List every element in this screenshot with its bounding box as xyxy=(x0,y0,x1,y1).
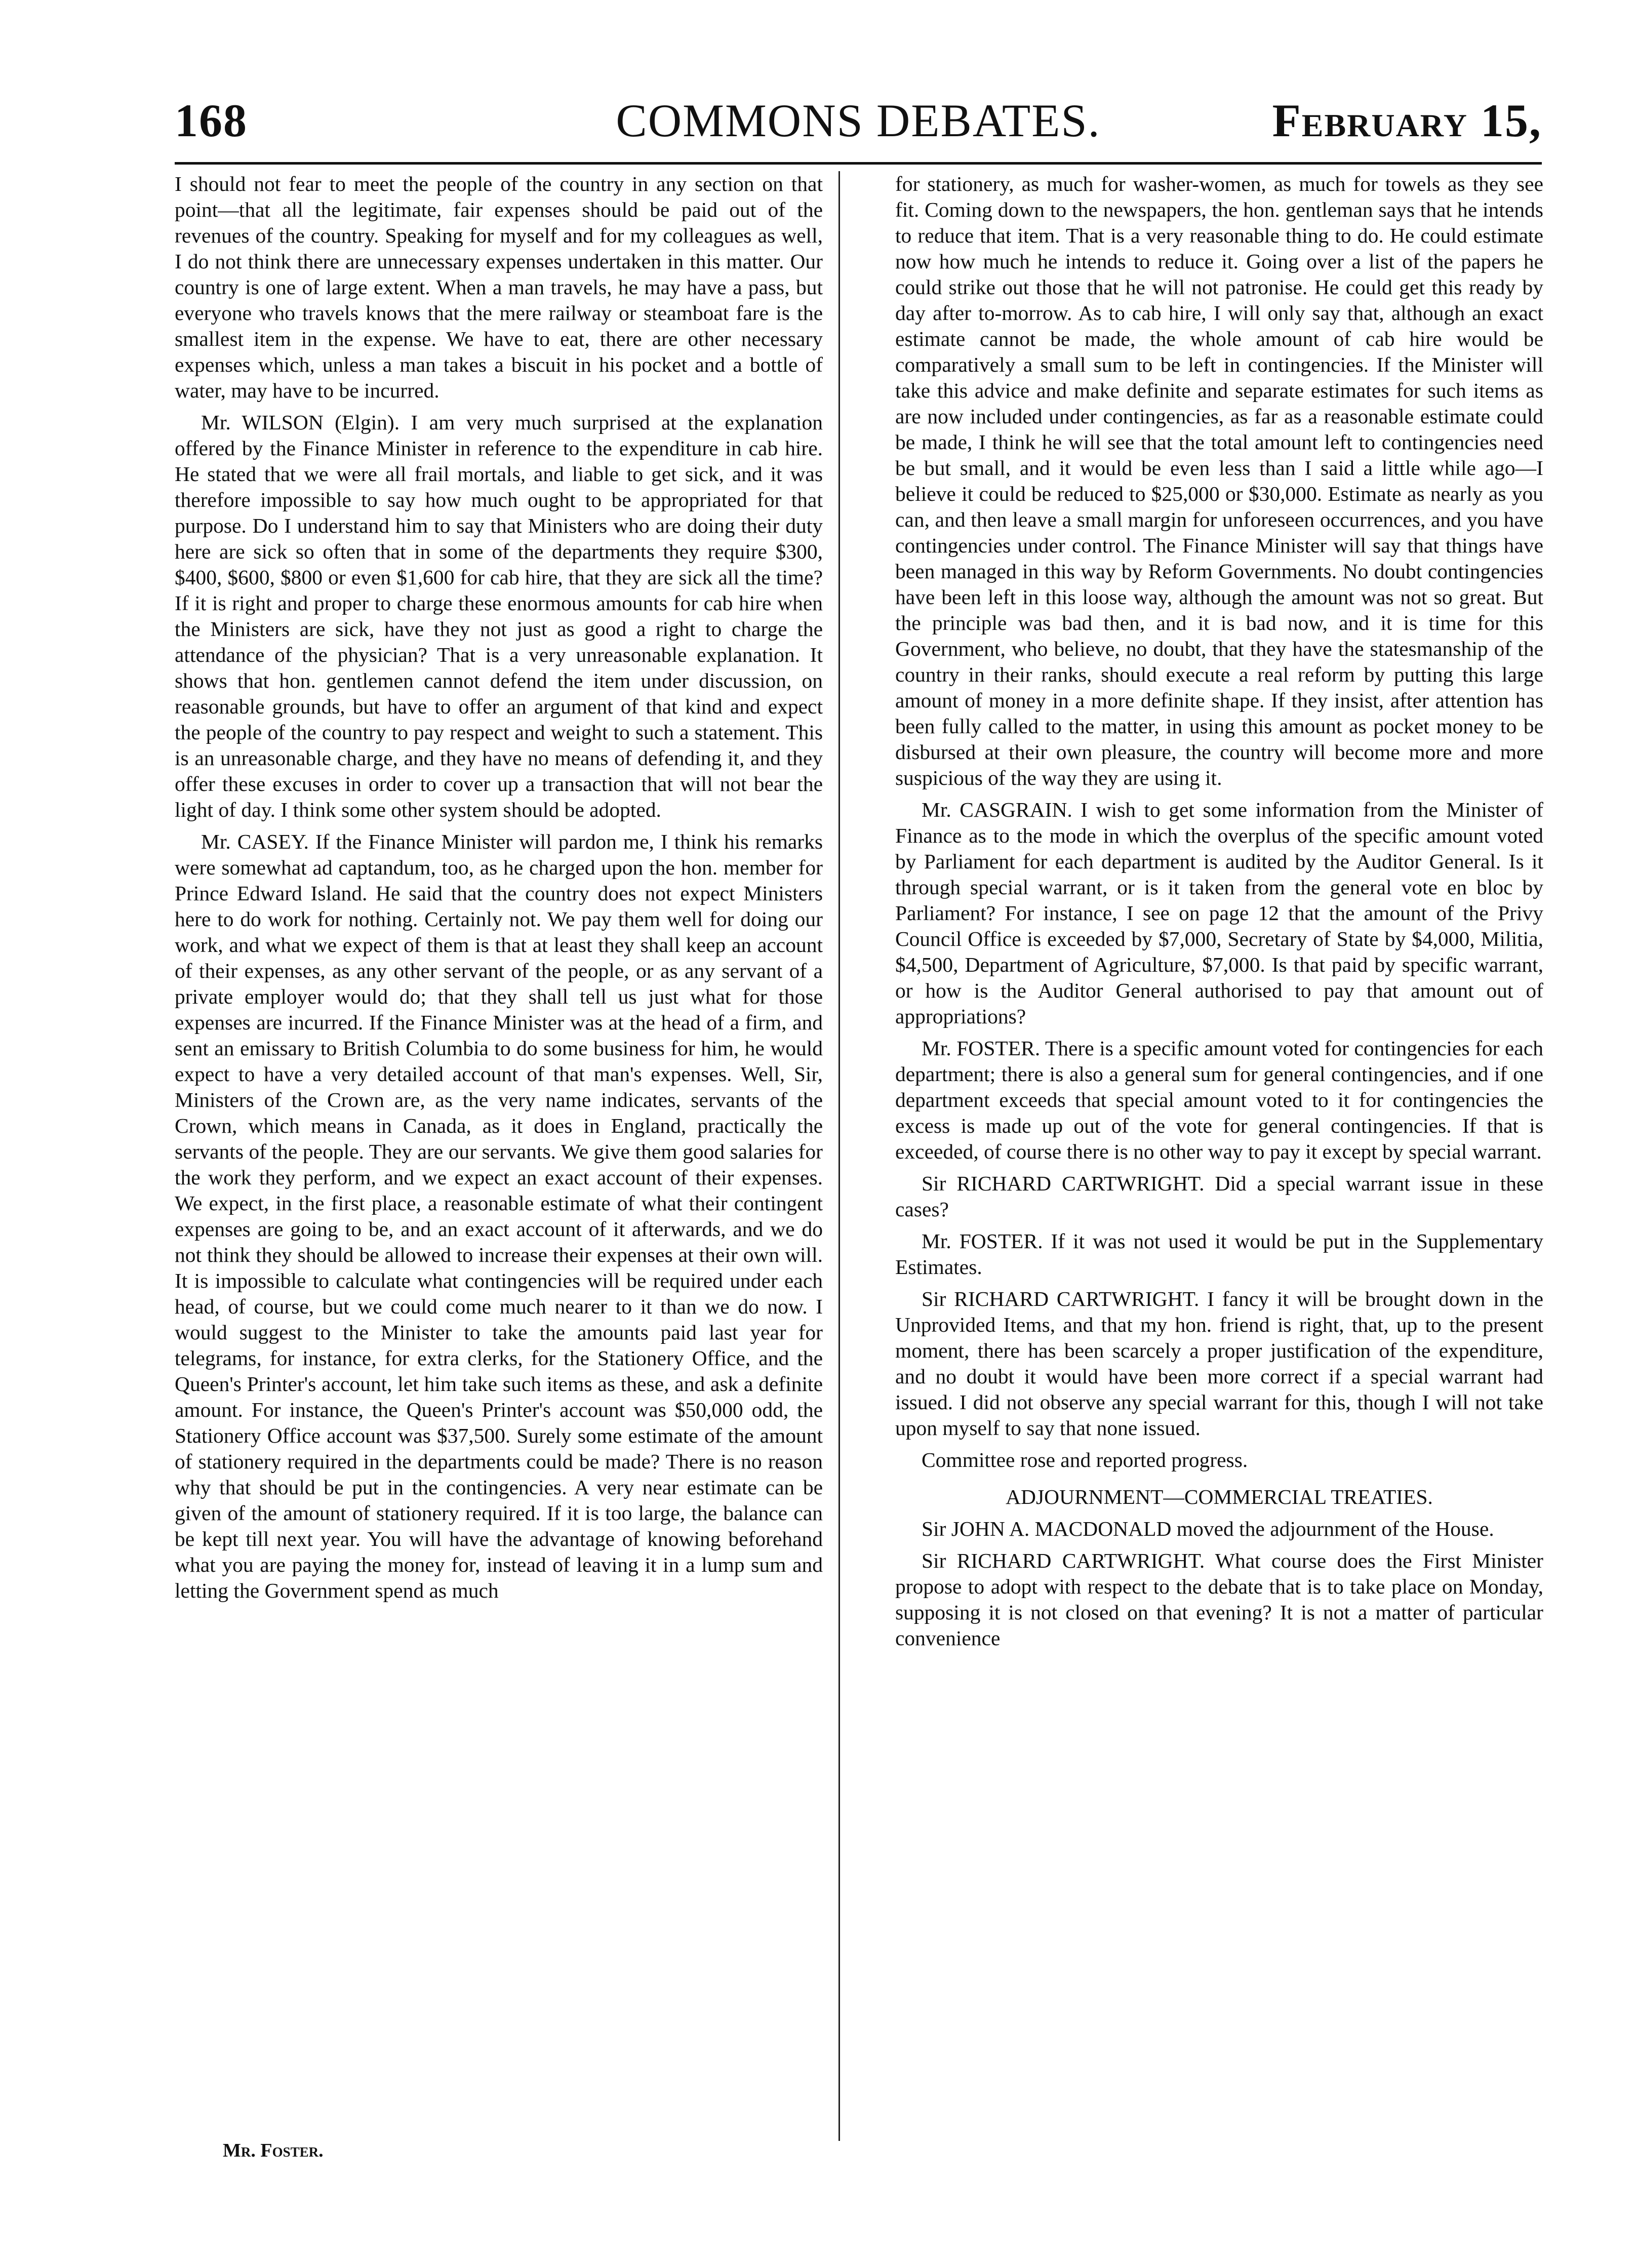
journal-title: COMMONS DEBATES. xyxy=(616,95,1101,146)
header-date: February 15, xyxy=(1272,95,1542,146)
left-column xyxy=(175,171,823,1610)
section-heading: ADJOURNMENT—COMMERCIAL TREATIES. xyxy=(1006,1485,1433,1508)
paragraph-macdonald: Sir JOHN A. MACDONALD moved the adjournment of the House. xyxy=(922,1517,1494,1540)
right-column xyxy=(895,171,1543,1657)
paragraph-foster: Mr. FOSTER. There is a specific amount voted for contingencies for each department; there is also a general sum for general contingencies, and if one department exceeds that special amount voted to it for contingencies the excess is made up out of the vote for general contingencies. If that is exceeded, of course there is no other way to pay it except by special warrant. xyxy=(895,1037,1543,1163)
paragraph-continued: I should not fear to meet the people of the country in any section on that point—that all the legitimate, fair expenses should be paid out of the revenues of the country. Speaking for myself and for my colleagues as well, I do not think there are unnecessary expenses undertaken in this matter. Our country is one of large extent. When a man travels, he may have a pass, but everyone who travels knows that the mere railway or steamboat fare is the smallest item in the expense. We have to eat, there are other necessary expenses which, unless a man takes a biscuit in his pocket and a bottle of water, may have to be incurred. xyxy=(175,172,823,402)
footer-catchword: Mr. Foster. xyxy=(223,2140,324,2161)
header-rule xyxy=(175,162,1542,165)
paragraph-casey-continued: for stationery, as much for washer-women, as much for towels as they see fit. Coming down to the newspapers, the hon. gentleman says that he intends to reduce that item. That is a very reasonable thing to do. He could estimate now how much he intends to reduce it. Going over a list of the papers he could strike out those that he will not patronise. He could get this ready by day after to-morrow. As to cab hire, I will only say that, although an exact estimate cannot be made, the whole amount of cab hire would be comparatively a small sum to be left in contingencies. If the Minister will take this advice and make definite and separate estimates for such items as are now included under contingencies, as far as a reasonable estimate could be made, I think he will see that the total amount left to contingencies need be but small, and it would be even less than I said a little while ago—I believe it could be reduced to $25,000 or $30,000. Estimate as nearly as you can, and then leave a small margin for unforeseen occurrences, and you have contingencies under control. The Finance Minister will say that things have been managed in this way by Reform Governments. No doubt contingencies have been left in this loose way, although the amount was not so great. But the principle was bad then, and it is bad now, and it is time for this Government, who believe, no doubt, that they have the statesmanship of the country in their ranks, should execute a real reform by putting this large amount of money in a more definite shape. If they insist, after attention has been fully called to the matter, in using this amount as pocket money to be disbursed at their own pleasure, the country will become more and more suspicious of the way they are using it. xyxy=(895,172,1543,789)
column-divider xyxy=(838,171,840,2141)
paragraph-casey: Mr. CASEY. If the Finance Minister will pardon me, I think his remarks were somewhat ad captandum, too, as he charged upon the hon. member for Prince Edward Island. He said that the country does not expect Ministers here to do work for nothing. Certainly not. We pay them well for doing our work, and what we expect of them is that at least they shall keep an account of their expenses, as any other servant of the people, or as any servant of a private employer would do; that they shall tell us just what for those expenses are incurred. If the Finance Minister was at the head of a firm, and sent an emissary to British Columbia to do some business for him, he would expect to have a very detailed account of that man's expenses. Well, Sir, Ministers of the Crown are, as the very name indicates, servants of the Crown, which means in Canada, as it does in England, practically the servants of the people. They are our servants. We give them good salaries for the work they perform, and we expect an exact account of their expenses. We expect, in the first place, a reasonable estimate of what their contingent expenses are going to be, and an exact account of it afterwards, and we do not think they should be allowed to increase their expenses at their own will. It is impossible to calculate what contingencies will be required under each head, of course, but we could come much nearer to it than we do now. I would suggest to the Minister to take the amounts paid last year for telegrams, for instance, for extra clerks, for the Stationery Office, and the Queen's Printer's account, let him take such items as these, and ask a definite amount. For instance, the Queen's Printer's account was $50,000 odd, the Stationery Office account was $37,500. Surely some estimate of the amount of stationery required in the departments could be made? There is no reason why that should be put in the contingencies. A very near estimate can be given of the amount of stationery required. If it is too large, the balance can be kept till next year. You will have the advantage of knowing beforehand what you are paying the money for, instead of leaving it in a lump sum and letting the Government spend as much xyxy=(175,830,823,1602)
paragraph-cartwright-question: Sir RICHARD CARTWRIGHT. Did a special warrant issue in these cases? xyxy=(895,1172,1543,1221)
paragraph-cartwright-course: Sir RICHARD CARTWRIGHT. What course does the First Minister propose to adopt with respect to the debate that is to take place on Monday, supposing it is not closed on that evening? It is not a matter of particular convenience xyxy=(895,1549,1543,1650)
page-header xyxy=(175,94,1542,154)
paragraph-casgrain: Mr. CASGRAIN. I wish to get some information from the Minister of Finance as to the mode in which the overplus of the specific amount voted by Parliament for each department is audited by the Auditor General. Is it through special warrant, or is it taken from the general vote en bloc by Parliament? For instance, I see on page 12 that the amount of the Privy Council Office is exceeded by $7,000, Secretary of State by $4,000, Militia, $4,500, Department of Agriculture, $7,000. Is that paid by specific warrant, or how is the Auditor General authorised to pay that amount out of appropriations? xyxy=(895,798,1543,1028)
paragraph-foster-reply: Mr. FOSTER. If it was not used it would be put in the Supplementary Estimates. xyxy=(895,1229,1543,1279)
paragraph-wilson: Mr. WILSON (Elgin). I am very much surprised at the explanation offered by the Finance Minister in reference to the expenditure in cab hire. He stated that we were all frail mortals, and liable to get sick, and it was therefore impossible to say how much ought to be appropriated for that purpose. Do I understand him to say that Ministers who are doing their duty here are sick so often that in some of the departments they require $300, $400, $600, $800 or even $1,600 for cab hire, that they are sick all the time? If it is right and proper to charge these enormous amounts for cab hire when the Ministers are sick, have they not just as good a right to charge the attendance of the physician? That is a very unreasonable explanation. It shows that hon. gentlemen cannot defend the item under discussion, on reasonable grounds, but have to offer an argument of that kind and expect the people of the country to pay respect and weight to such a statement. This is an unreasonable charge, and they have no means of defending it, and they offer these excuses in order to cover up a transaction that will not bear the light of day. I think some other system should be adopted. xyxy=(175,411,823,821)
page-number: 168 xyxy=(175,95,248,146)
paragraph-committee-rose: Committee rose and reported progress. xyxy=(922,1448,1248,1471)
paragraph-cartwright-fancy: Sir RICHARD CARTWRIGHT. I fancy it will be brought down in the Unprovided Items, and that my hon. friend is right, that, up to the present moment, there has been scarcely a proper justification of the expenditure, and no doubt it would have been more correct if a special warrant had issued. I did not observe any special warrant for this, though I will not take upon myself to say that none issued. xyxy=(895,1287,1543,1440)
